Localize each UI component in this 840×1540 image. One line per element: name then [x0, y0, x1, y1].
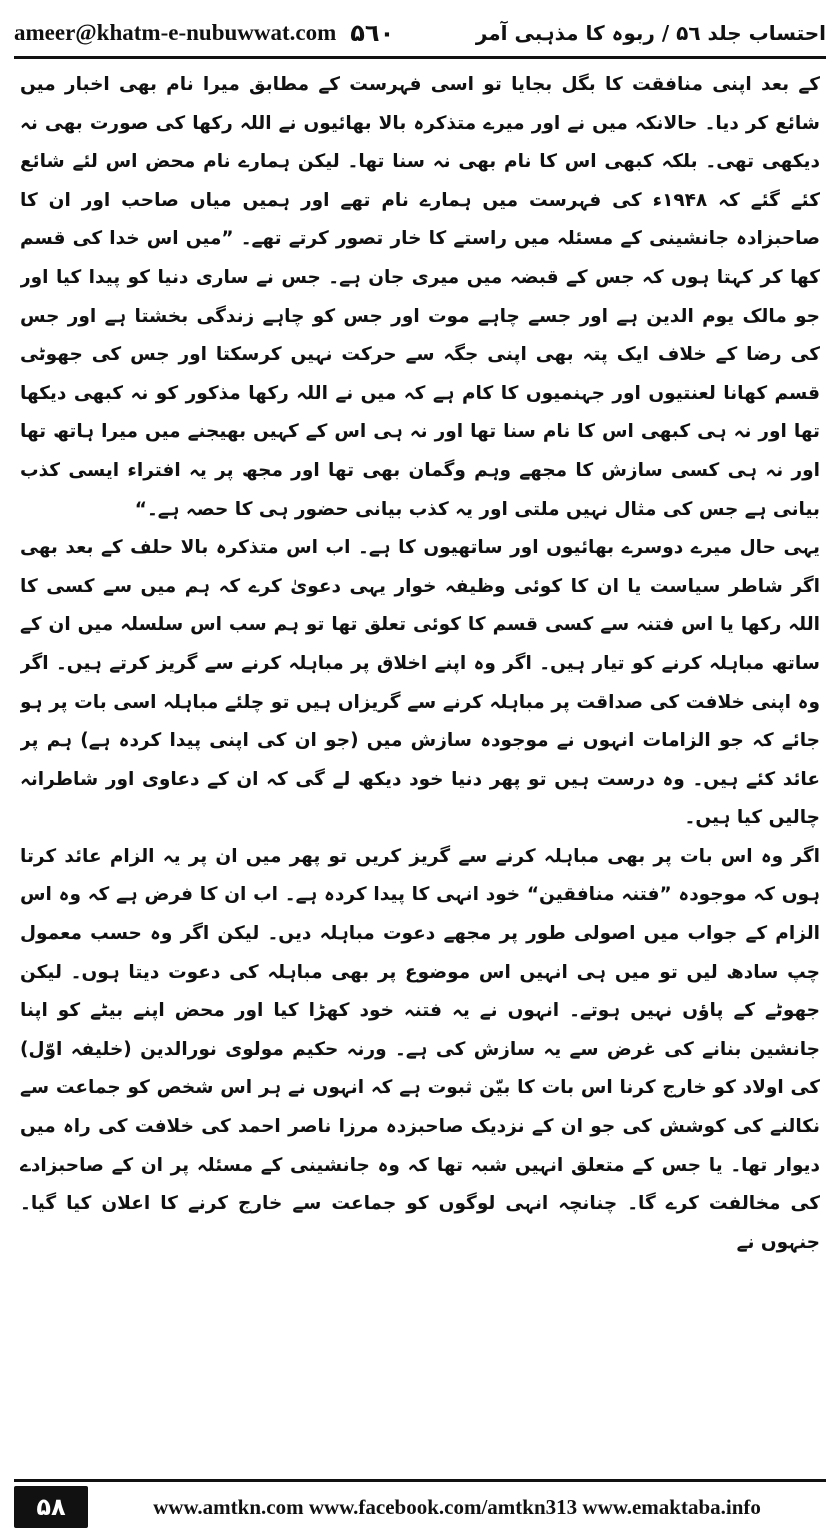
header-title: احتساب جلد ۵٦ / ربوہ کا مذہبی آمر: [475, 21, 826, 45]
footer-links[interactable]: www.amtkn.com www.facebook.com/amtkn313 www.emaktaba.info: [153, 1494, 761, 1519]
header-email[interactable]: ameer@khatm-e-nubuwwat.com: [14, 20, 337, 45]
footer-page-badge: ۵۸: [14, 1486, 88, 1528]
body-text: [20, 66, 820, 1470]
page-header: [14, 10, 826, 59]
paragraph-2: یہی حال میرے دوسرے بھائیوں اور ساتھیوں کا ہے۔ اب اس متذکرہ بالا حلف کے بعد بھی اگر شاطر سیاست یا ان کا کوئی وظیفہ خوار یہی دعویٰ کرے کہ ہم میں سے کسی کا اللہ رکھا یا اس فتنہ سے کسی قسم کا کوئی تعلق تھا تو ہم سب اس سلسلہ میں ان کے ساتھ مباہلہ کرنے کو تیار ہیں۔ اگر وہ اپنے اخلاق پر مباہلہ کرنے سے گریز کرتے ہیں۔ اگر وہ اپنی خلافت کی صداقت پر مباہلہ کرنے سے گریزاں ہیں تو چلئے مباہلہ اسی بات پر ہو جائے کہ جو الزامات انہوں نے موجودہ سازش میں (جو ان کی اپنی پیدا کردہ ہے) ہم پر عائد کئے ہیں۔ وہ درست ہیں تو پھر دنیا خود دیکھ لے گی کہ ان کے دعاوی اور شاطرانہ چالیں کیا ہیں۔: [20, 537, 820, 829]
paragraph-3: اگر وہ اس بات پر بھی مباہلہ کرنے سے گریز کریں تو پھر میں ان پر یہ الزام عائد کرتا ہوں کہ موجودہ ”فتنہ منافقین“ خود انہی کا پیدا کردہ ہے۔ اب ان کا فرض ہے کہ وہ اس الزام کے جواب میں اصولی طور پر مجھے دعوت مباہلہ دیں۔ لیکن اگر وہ حسب معمول چپ سادھ لیں تو میں ہی انہیں اس موضوع پر بھی مباہلہ کی دعوت دیتا ہوں۔ لیکن جھوٹے کے پاؤں نہیں ہوتے۔ انہوں نے یہ فتنہ خود کھڑا کیا اور محض اپنے بیٹے کو اپنا جانشین بنانے کی غرض سے یہ سازش کی ہے۔ ورنہ حکیم مولوی نورالدین (خلیفہ اوّل) کی اولاد کو خارج کرنا اس بات کا بیّن ثبوت ہے کہ انہوں نے ہر اس شخص کو جماعت سے نکالنے کی کوشش کی جو ان کے نزدیک صاحبزدہ مرزا ناصر احمد کی خلافت کی راہ میں دیوار تھا۔ یا جس کے متعلق انہیں شبہ تھا کہ وہ جانشینی کے مسئلہ پر ان کے صاحبزادے کی مخالفت کرے گا۔ چنانچہ انہی لوگوں کو جماعت سے خارج کرنے کا اعلان کیا گیا۔ جنہوں نے: [20, 845, 820, 1253]
page-footer: [14, 1479, 826, 1532]
header-left: [14, 19, 394, 47]
header-page-number: ۵٦۰: [350, 19, 395, 47]
paragraph-1: کے بعد اپنی منافقت کا بگل بجایا تو اسی فہرست کے مطابق میرا نام بھی اخبار میں شائع کر دیا۔ حالانکہ میں نے اور میرے متذکرہ بالا بھائیوں نے اللہ رکھا کی صورت بھی نہ دیکھی تھی۔ بلکہ کبھی اس کا نام بھی نہ سنا تھا۔ لیکن ہمارے نام محض اس لئے شائع کئے گئے کہ ۱۹۴۸ء کی فہرست میں ہمارے نام تھے اور ہمیں میاں صاحب اور ان کا صاحبزادہ جانشینی کے مسئلہ میں راستے کا خار تصور کرتے تھے۔ ”میں اس خدا کی قسم کھا کر کہتا ہوں کہ جس کے قبضہ میں میری جان ہے۔ جس نے ساری دنیا کو پیدا کیا اور جو مالک یوم الدین ہے اور جسے چاہے موت اور جس کو چاہے زندگی بخشتا ہے اور جس کی رضا کے خلاف ایک پتہ بھی اپنی جگہ سے حرکت نہیں کرسکتا اور جس کی جھوٹی قسم کھانا لعنتیوں اور جہنمیوں کا کام ہے کہ میں نے اللہ رکھا مذکور کو نہ کبھی دیکھا تھا اور نہ ہی کبھی اس کا نام سنا تھا اور نہ ہی اس کے کہیں بھیجنے میں میرا ہاتھ تھا اور نہ ہی کسی سازش کا مجھے وہم وگمان بھی تھا اور مجھ پر یہ افتراء ایسی کذب بیانی ہے جس کی مثال نہیں ملتی اور یہ کذب بیانی حضور ہی کا حصہ ہے۔“: [20, 74, 820, 520]
